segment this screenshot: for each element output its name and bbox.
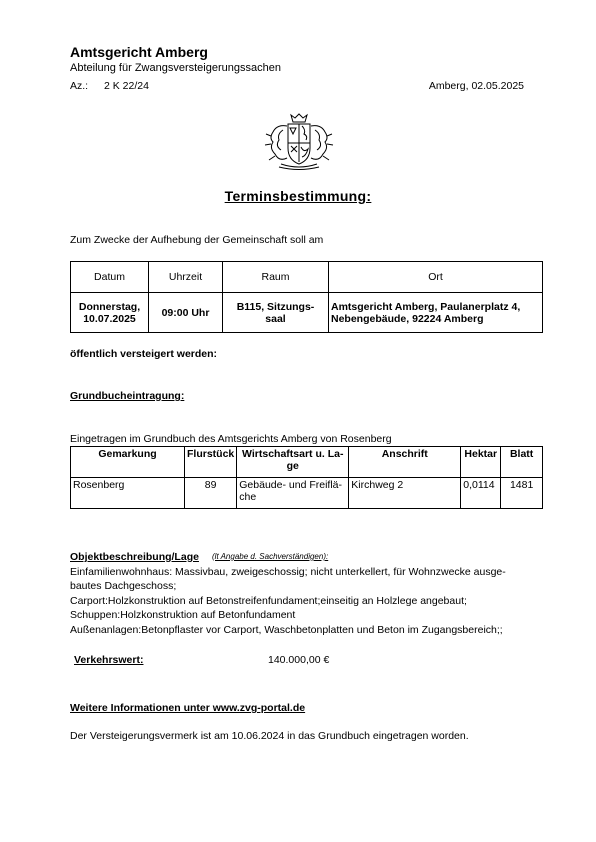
- wirtschaftsart-header-line-1: Wirtschaftsart u. La-: [242, 448, 344, 460]
- object-description-note: (lt Angabe d. Sachverständigen):: [212, 552, 329, 561]
- raum-line-1: B115, Sitzungs-: [236, 300, 315, 313]
- land-register-header-row: [71, 447, 543, 478]
- header-uhrzeit: Uhrzeit: [149, 262, 223, 293]
- wirtschaftsart-line-1: Gebäude- und Freiflä-: [239, 479, 342, 491]
- land-register-title: Grundbucheintragung:: [70, 390, 185, 402]
- wirtschaftsart-header-line-2: ge: [286, 460, 299, 472]
- cell-datum: [71, 293, 149, 333]
- cell-raum: [223, 293, 329, 333]
- appointment-data-row: [71, 293, 543, 333]
- cell-blatt: 1481: [501, 478, 543, 509]
- ort-line-1: Amtsgericht Amberg, Paulanerplatz 4,: [331, 300, 521, 313]
- cell-hektar: 0,0114: [461, 478, 501, 509]
- land-register-data-row: [71, 478, 543, 509]
- market-value-label: Verkehrswert:: [74, 654, 144, 666]
- land-register-intro: Eingetragen im Grundbuch des Amtsgerichts Amberg von Rosenberg: [70, 433, 392, 445]
- cell-wirtschaftsart: [237, 478, 349, 509]
- object-description: [70, 565, 540, 637]
- header-gemarkung: Gemarkung: [71, 447, 185, 478]
- registration-note: Der Versteigerungsvermerk ist am 10.06.2024 in das Grundbuch eingetragen worden.: [70, 730, 469, 742]
- file-number-label: Az.:: [70, 80, 89, 92]
- cell-gemarkung: Rosenberg: [71, 478, 185, 509]
- market-value-amount: 140.000,00 €: [268, 654, 330, 666]
- ort-line-2: Nebengebäude, 92224 Amberg: [331, 312, 484, 325]
- coat-of-arms-icon: [263, 112, 335, 172]
- cell-uhrzeit: 09:00 Uhr: [149, 293, 223, 333]
- header-raum: Raum: [223, 262, 329, 293]
- datum-date: 10.07.2025: [83, 312, 136, 325]
- object-line: Außenanlagen:Betonpflaster vor Carport, Waschbetonplatten und Beton im Zugangsbereich;;: [70, 623, 503, 636]
- header-hektar: Hektar: [461, 447, 501, 478]
- object-line: Schuppen:Holzkonstruktion auf Betonfundament: [70, 609, 296, 622]
- header-anschrift: Anschrift: [349, 447, 461, 478]
- cell-flurstueck: 89: [185, 478, 237, 509]
- cell-ort: [329, 293, 543, 333]
- header-datum: Datum: [71, 262, 149, 293]
- datum-weekday: Donnerstag,: [78, 300, 141, 313]
- header-wirtschaftsart: [237, 447, 349, 478]
- more-info-link[interactable]: Weitere Informationen unter www.zvg-portal.de: [70, 702, 306, 714]
- land-register-table: [70, 446, 543, 509]
- department-name: Abteilung für Zwangsversteigerungssachen: [70, 62, 281, 74]
- place-date: Amberg, 02.05.2025: [428, 80, 524, 92]
- appointment-header-row: [71, 262, 543, 293]
- object-line: bautes Dachgeschoss;: [70, 580, 177, 593]
- raum-line-2: saal: [265, 312, 286, 325]
- page-title: Terminsbestimmung:: [224, 188, 372, 204]
- intro-text: Zum Zwecke der Aufhebung der Gemeinschaft soll am: [70, 234, 324, 246]
- court-name: Amtsgericht Amberg: [70, 44, 208, 60]
- file-number-value: 2 K 22/24: [104, 80, 149, 92]
- header-blatt: Blatt: [501, 447, 543, 478]
- header-ort: Ort: [329, 262, 543, 293]
- object-line: Carport:Holzkonstruktion auf Betonstreifenfundament;einseitig an Holzlege angebaut;: [70, 594, 467, 607]
- auction-statement: öffentlich versteigert werden:: [70, 348, 218, 360]
- object-line: Einfamilienwohnhaus: Massivbau, zweigeschossig; nicht unterkellert, für Wohnzwecke ausge-: [70, 566, 506, 578]
- appointment-table: [70, 261, 543, 333]
- cell-anschrift: Kirchweg 2: [349, 478, 461, 509]
- object-description-title: Objektbeschreibung/Lage: [70, 551, 199, 563]
- wirtschaftsart-line-2: che: [239, 491, 257, 503]
- header-flurstueck: Flurstück: [185, 447, 237, 478]
